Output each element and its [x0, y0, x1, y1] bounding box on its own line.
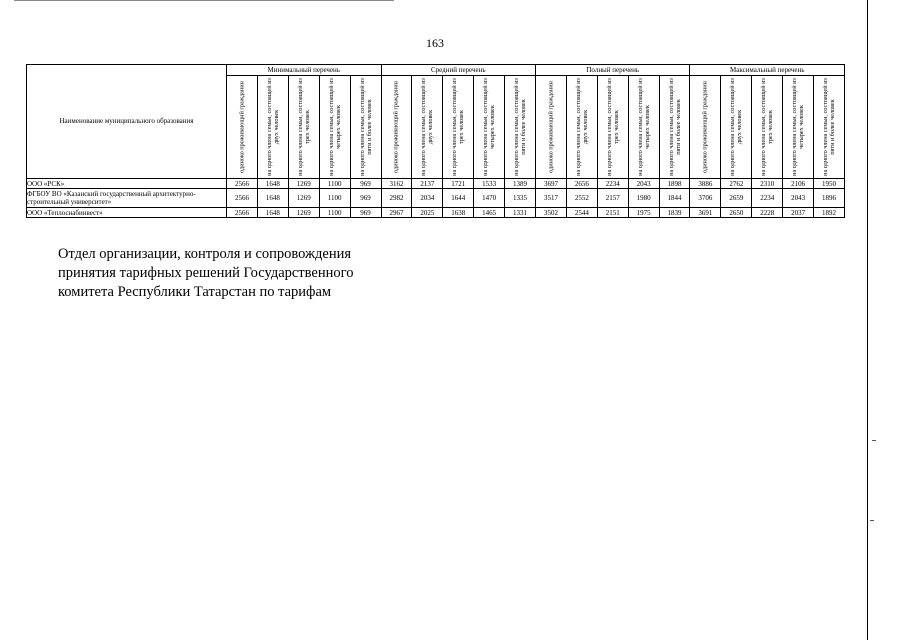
municipality-name: ООО «РСК»: [27, 179, 227, 189]
table-row: [27, 208, 845, 218]
table-cell: 1648: [257, 208, 288, 218]
table-cell: 2228: [752, 208, 783, 218]
table-cell: 2137: [412, 179, 443, 189]
table-cell: 1898: [659, 179, 690, 189]
table-cell: 2650: [721, 208, 752, 218]
table-cell: 1331: [505, 208, 536, 218]
column-header: на одного члена семьи, состоящей из пяти и более человек: [505, 76, 536, 179]
table-cell: 1269: [288, 179, 319, 189]
municipality-name-header: Наименование муниципального образования: [27, 65, 227, 179]
table-cell: 1389: [505, 179, 536, 189]
table-cell: 969: [350, 179, 381, 189]
scan-speck: [870, 520, 874, 521]
scan-speck: [872, 440, 876, 441]
table-cell: 1470: [474, 189, 505, 208]
table-cell: 3691: [690, 208, 721, 218]
table-cell: 2037: [783, 208, 814, 218]
column-header: одиноко проживающий гражданин: [690, 76, 721, 179]
column-header: на одного члена семьи, состоящей из пяти и более человек: [814, 76, 845, 179]
column-header: одиноко проживающий гражданин: [381, 76, 412, 179]
page-edge-line: [867, 0, 868, 640]
table-cell: 2043: [783, 189, 814, 208]
table-cell: 1100: [319, 179, 350, 189]
table-cell: 1839: [659, 208, 690, 218]
table-cell: 969: [350, 208, 381, 218]
table-cell: 2025: [412, 208, 443, 218]
table-cell: 1100: [319, 189, 350, 208]
table-cell: 1980: [628, 189, 659, 208]
table-cell: 1648: [257, 189, 288, 208]
table-row: [27, 189, 845, 208]
group-header-row: [27, 65, 845, 76]
table-cell: 2656: [566, 179, 597, 189]
table-cell: 1269: [288, 189, 319, 208]
table-cell: 969: [350, 189, 381, 208]
table-cell: 1896: [814, 189, 845, 208]
page-number: 163: [426, 36, 444, 50]
column-header: на одного члена семьи, состоящей из двух человек: [566, 76, 597, 179]
column-header: на одного члена семьи, состоящей из трех человек: [597, 76, 628, 179]
table-cell: 2234: [597, 179, 628, 189]
column-header: на одного члена семьи, состоящей из четырех человек: [319, 76, 350, 179]
table-cell: 2566: [227, 208, 258, 218]
table-cell: 3502: [536, 208, 567, 218]
column-header: на одного члена семьи, состоящей из двух человек: [257, 76, 288, 179]
table-cell: 1100: [319, 208, 350, 218]
table-cell: 2967: [381, 208, 412, 218]
group-header-maximal: Максимальный перечень: [690, 65, 845, 76]
municipality-name: ООО «Теплоснабинвест»: [27, 208, 227, 218]
table-cell: 1533: [474, 179, 505, 189]
note-line: принятия тарифных решений Государственного: [58, 265, 354, 281]
table-cell: 2762: [721, 179, 752, 189]
table-cell: 1844: [659, 189, 690, 208]
table-cell: 2544: [566, 208, 597, 218]
table-cell: 1644: [443, 189, 474, 208]
table-cell: 2043: [628, 179, 659, 189]
table-cell: 1892: [814, 208, 845, 218]
table-cell: 1269: [288, 208, 319, 218]
column-header: на одного члена семьи, состоящей из четырех человек: [783, 76, 814, 179]
table-cell: 2982: [381, 189, 412, 208]
table-cell: 1335: [505, 189, 536, 208]
column-header: на одного члена семьи, состоящей из трех человек: [443, 76, 474, 179]
column-header: одиноко проживающий гражданин: [227, 76, 258, 179]
table-cell: 2310: [752, 179, 783, 189]
department-signature-block: [58, 245, 438, 302]
column-header: на одного члена семьи, состоящей из четырех человек: [628, 76, 659, 179]
table-cell: 2552: [566, 189, 597, 208]
group-header-minimal: Минимальный перечень: [227, 65, 382, 76]
table-cell: 2151: [597, 208, 628, 218]
table-cell: 1648: [257, 179, 288, 189]
column-header: одиноко проживающий гражданин: [536, 76, 567, 179]
table-cell: 3886: [690, 179, 721, 189]
table-cell: 2157: [597, 189, 628, 208]
group-header-full: Полный перечень: [536, 65, 690, 76]
municipality-name: ФГБОУ ВО «Казанский государственный архитектурно-строительный университет»: [27, 189, 227, 208]
table-cell: 3706: [690, 189, 721, 208]
table-cell: 1950: [814, 179, 845, 189]
table-cell: 2034: [412, 189, 443, 208]
column-header: на одного члена семьи, состоящей из пяти и более человек: [659, 76, 690, 179]
table-cell: 1638: [443, 208, 474, 218]
scan-top-rule: [14, 0, 394, 1]
table-cell: 1721: [443, 179, 474, 189]
column-header: на одного члена семьи, состоящей из пяти и более человек: [350, 76, 381, 179]
table-cell: 3517: [536, 189, 567, 208]
column-header: на одного члена семьи, состоящей из четырех человек: [474, 76, 505, 179]
column-header: на одного члена семьи, состоящей из двух человек: [721, 76, 752, 179]
column-header: на одного члена семьи, состоящей из трех человек: [288, 76, 319, 179]
table-cell: 2659: [721, 189, 752, 208]
table-row: [27, 179, 845, 189]
note-line: Отдел организации, контроля и сопровождения: [58, 246, 352, 262]
table-cell: 3162: [381, 179, 412, 189]
table-cell: 2234: [752, 189, 783, 208]
table-cell: 1465: [474, 208, 505, 218]
column-header: на одного члена семьи, состоящей из трех человек: [752, 76, 783, 179]
table-cell: 2566: [227, 189, 258, 208]
group-header-medium: Средний перечень: [381, 65, 536, 76]
note-line: комитета Республики Татарстан по тарифам: [58, 284, 332, 300]
column-header: на одного члена семьи, состоящей из двух человек: [412, 76, 443, 179]
tariff-table: [26, 64, 845, 218]
table-cell: 3697: [536, 179, 567, 189]
table-cell: 2106: [783, 179, 814, 189]
table-cell: 1975: [628, 208, 659, 218]
table-cell: 2566: [227, 179, 258, 189]
